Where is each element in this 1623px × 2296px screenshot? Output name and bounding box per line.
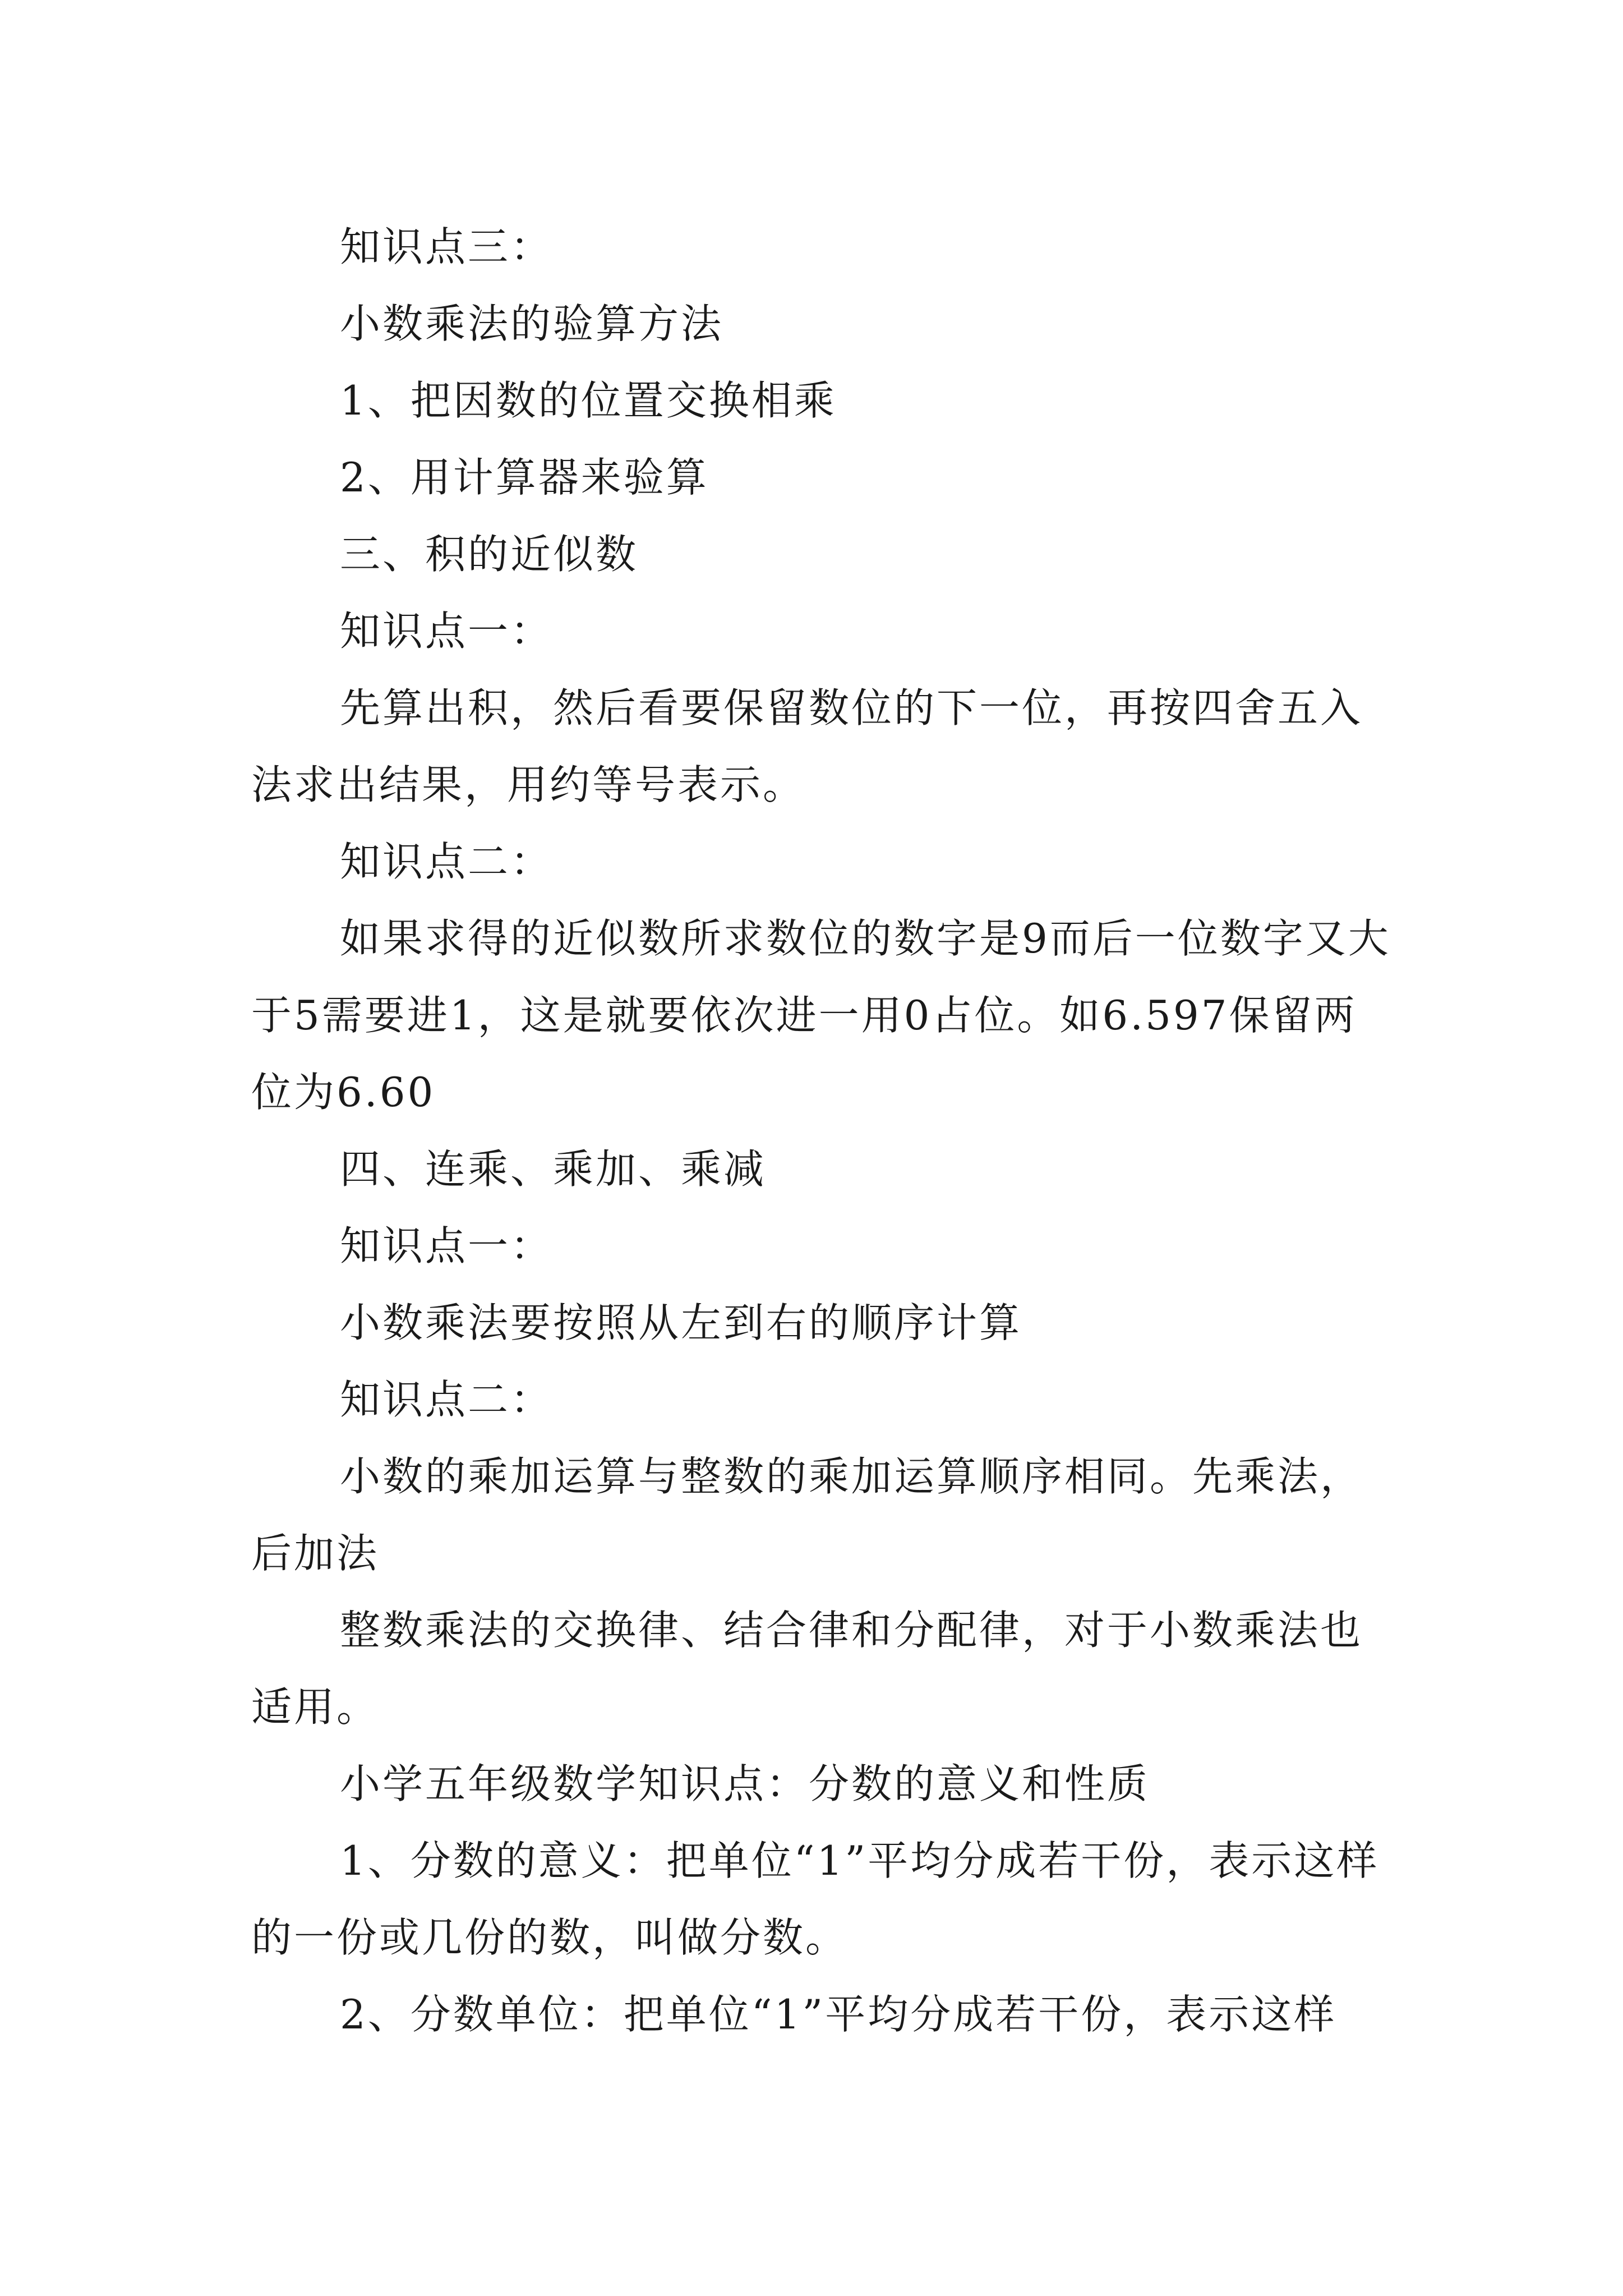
list-item: 2、分数单位：把单位“1”平均分成若干份，表示这样 xyxy=(340,1991,1337,2038)
heading-knowledge-point-3: 知识点三： xyxy=(340,223,554,270)
list-item: 1、分数的意义：把单位“1”平均分成若干份，表示这样的一份或几份的数，叫做分数。 xyxy=(251,1837,1380,1961)
section-title-mixed-operations: 四、连乘、乘加、乘减 xyxy=(340,1145,767,1193)
body-paragraph: 整数乘法的交换律、结合律和分配律，对于小数乘法也适用。 xyxy=(251,1607,1363,1731)
heading-knowledge-point-2: 知识点二： xyxy=(340,1376,554,1423)
body-paragraph: 先算出积，然后看要保留数位的下一位，再按四舍五入法求出结果，用约等号表示。 xyxy=(251,684,1363,808)
list-item: 2、用计算器来验算 xyxy=(340,454,709,501)
body-paragraph: 如果求得的近似数所求数位的数字是9而后一位数字又大于5需要进1，这是就要依次进一用0占位。如6.597保留两位为6.60 xyxy=(251,915,1391,1116)
body-paragraph: 小数乘法要按照从左到右的顺序计算 xyxy=(340,1299,1022,1346)
body-paragraph: 小数的乘加运算与整数的乘加运算顺序相同。先乘法，后加法 xyxy=(251,1453,1363,1577)
heading-knowledge-point-1: 知识点一： xyxy=(340,608,554,655)
heading-knowledge-point-2: 知识点二： xyxy=(340,838,554,885)
section-title-approximation: 三、积的近似数 xyxy=(340,531,639,578)
section-title-verification: 小数乘法的验算方法 xyxy=(340,300,724,347)
heading-knowledge-point-1: 知识点一： xyxy=(340,1222,554,1269)
section-title-fractions: 小学五年级数学知识点：分数的意义和性质 xyxy=(340,1760,1150,1807)
list-item: 1、把因数的位置交换相乘 xyxy=(340,377,837,424)
document-body xyxy=(251,209,1395,2053)
